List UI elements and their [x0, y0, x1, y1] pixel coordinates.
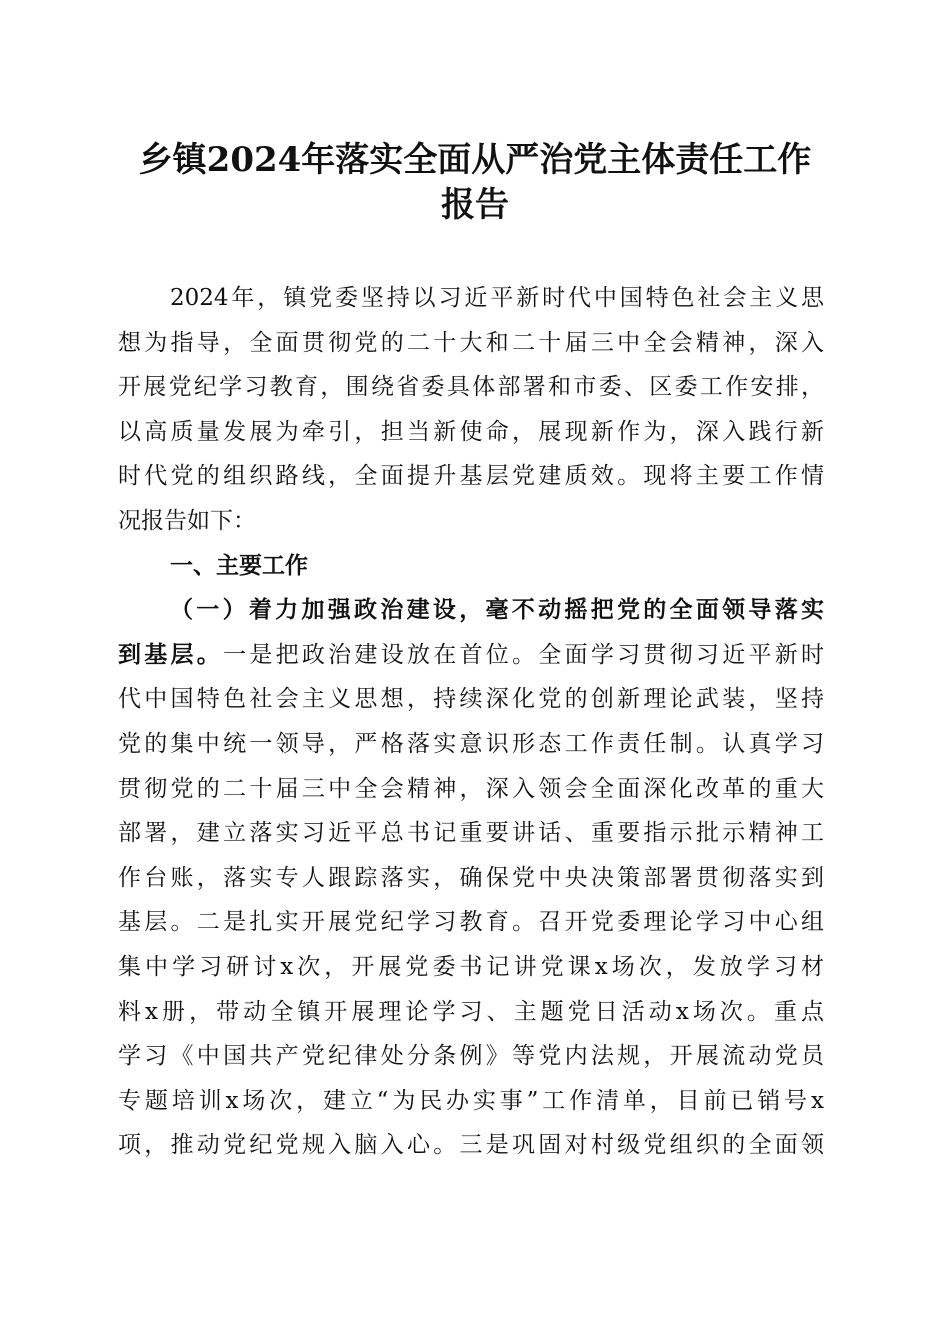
- paragraph-line: [118, 633, 824, 678]
- paragraph-line: 贯彻党的二十届三中全会精神，深入领会全面深化改革的重大: [118, 775, 824, 802]
- paragraph-line: 学习《中国共产党纪律处分条例》等党内法规，开展流动党员: [118, 1043, 824, 1070]
- paragraph-line: 专题培训x场次，建立“为民办实事”工作清单，目前已销号x: [118, 1087, 824, 1114]
- paragraph-line: 党的集中统一领导，严格落实意识形态工作责任制。认真学习: [118, 730, 824, 757]
- intro-line: 想为指导，全面贯彻党的二十大和二十届三中全会精神，深入: [118, 329, 824, 356]
- subsection-heading-end: 到基层。: [118, 640, 224, 668]
- intro-line: 开展党纪学习教育，围绕省委具体部署和市委、区委工作安排，: [118, 374, 824, 401]
- intro-line: 以高质量发展为牵引，担当新使命，展现新作为，深入践行新: [118, 418, 824, 445]
- intro-line: 时代党的组织路线，全面提升基层党建质效。现将主要工作情: [118, 463, 824, 490]
- paragraph-line: 项，推动党纪党规入脑入心。三是巩固对村级党组织的全面领: [118, 1132, 824, 1159]
- paragraph-line: 部署，建立落实习近平总书记重要讲话、重要指示批示精神工: [118, 820, 824, 847]
- paragraph-line: 基层。二是扎实开展党纪学习教育。召开党委理论学习中心组: [118, 909, 824, 936]
- paragraph-line: 集中学习研讨x次，开展党委书记讲党课x场次，发放学习材: [118, 953, 824, 980]
- paragraph-line: 作台账，落实专人跟踪落实，确保党中央决策部署贯彻落实到: [118, 864, 824, 891]
- document-body: [118, 276, 824, 1168]
- intro-line: 2024年，镇党委坚持以习近平新时代中国特色社会主义思: [170, 285, 824, 311]
- intro-line: 况报告如下：: [118, 507, 256, 534]
- paragraph-text: 一是把政治建设放在首位。全面学习贯彻习近平新时: [223, 641, 825, 668]
- paragraph-line: 料x册，带动全镇开展理论学习、主题党日活动x场次。重点: [118, 998, 824, 1025]
- section-heading: 一、主要工作: [170, 552, 308, 579]
- document-title-line-2: 报告: [441, 185, 509, 225]
- subsection-heading: （一）着力加强政治建设，毫不动摇把党的全面领导落实: [170, 596, 824, 624]
- paragraph-line: 代中国特色社会主义思想，持续深化党的创新理论武装，坚持: [118, 686, 824, 713]
- document-title-line-1: 乡镇2024年落实全面从严治党主体责任工作: [138, 140, 812, 180]
